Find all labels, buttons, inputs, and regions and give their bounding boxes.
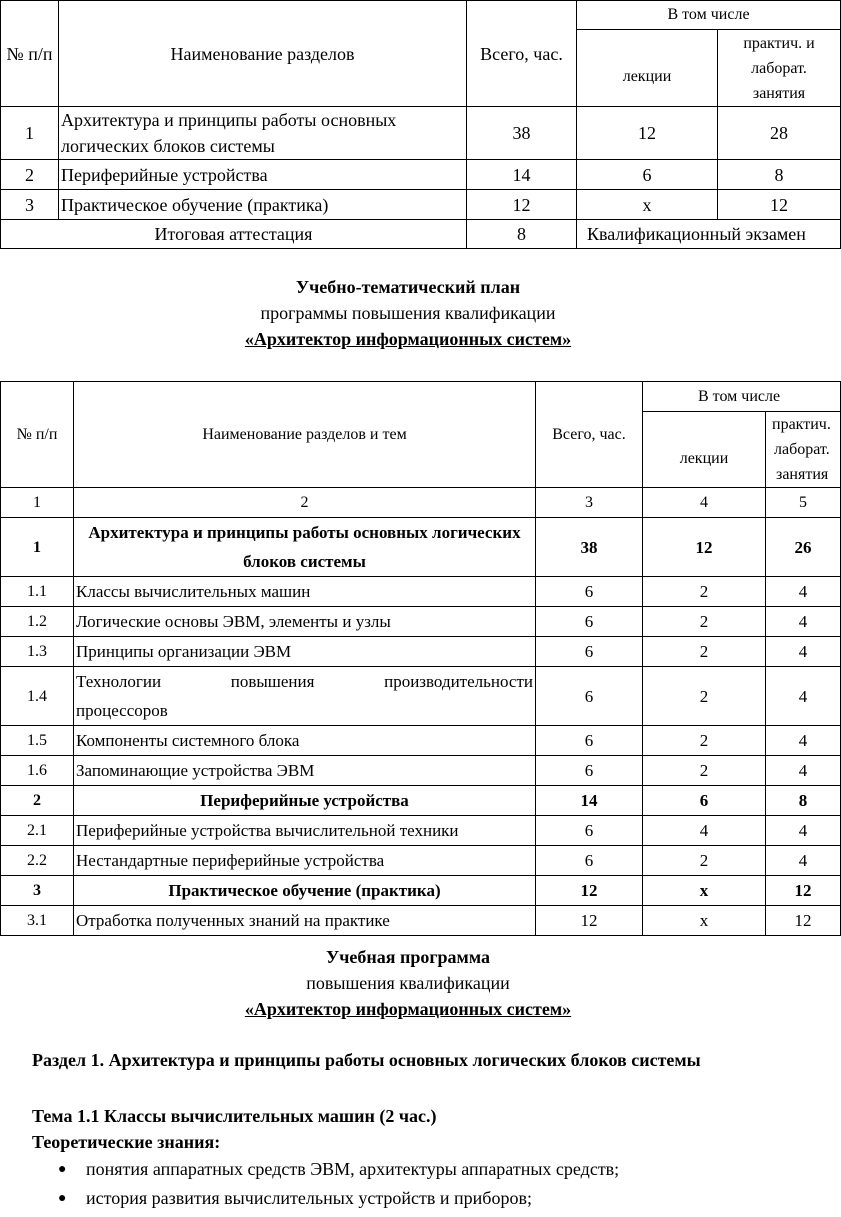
row-total: 38	[536, 518, 643, 577]
header-including: В том числе	[577, 1, 841, 30]
row-num: 2.2	[1, 846, 74, 876]
header-practice-line1: практич. и	[743, 34, 815, 52]
table-row	[1, 107, 841, 160]
table-row	[1, 726, 841, 756]
row-practice: 26	[766, 518, 841, 577]
row-practice: 4	[766, 846, 841, 876]
row-practice: 4	[766, 756, 841, 786]
table-row	[1, 816, 841, 846]
row-practice: 12	[718, 190, 841, 220]
table-row	[1, 667, 841, 726]
table-row	[1, 846, 841, 876]
header-practice-line3: занятия	[776, 466, 829, 483]
header-total: Всего, час.	[536, 382, 643, 488]
plan-title-line1: Учебно-тематический план	[295, 277, 521, 297]
section-row	[1, 876, 841, 906]
list-item	[0, 1184, 619, 1213]
header-name: Наименование разделов и тем	[74, 382, 536, 488]
row-name: Отработка полученных знаний на практике	[74, 906, 536, 936]
row-lectures: 2	[643, 726, 766, 756]
col-number: 1	[1, 488, 74, 518]
row-num: 1.2	[1, 607, 74, 637]
column-number-row	[1, 488, 841, 518]
row-lectures: 2	[643, 637, 766, 667]
row-lectures: 12	[577, 107, 718, 160]
theory-heading: Теоретические знания:	[32, 1132, 221, 1152]
row-lectures: 2	[643, 667, 766, 726]
row-lectures: 12	[643, 518, 766, 577]
header-lectures: лекции	[577, 30, 718, 107]
row-name: Периферийные устройства	[74, 786, 536, 816]
row-practice: 8	[718, 160, 841, 190]
row-practice: 4	[766, 816, 841, 846]
row-lectures: 2	[643, 756, 766, 786]
col-number: 2	[74, 488, 536, 518]
program-title-line1: Учебная программа	[326, 947, 490, 967]
row-num: 2	[1, 786, 74, 816]
row-total: 6	[536, 667, 643, 726]
list-item-text: понятия аппаратных средств ЭВМ, архитектуры аппаратных средств;	[86, 1159, 620, 1179]
row-name: Принципы организации ЭВМ	[74, 637, 536, 667]
row-name: Запоминающие устройства ЭВМ	[74, 756, 536, 786]
row-total: 6	[536, 846, 643, 876]
header-num: № п/п	[1, 1, 59, 107]
row-lectures: 6	[643, 786, 766, 816]
row-num: 1	[1, 518, 74, 577]
row-practice: 28	[718, 107, 841, 160]
row-num: 1.1	[1, 577, 74, 607]
final-label: Итоговая аттестация	[1, 220, 467, 249]
header-name: Наименование разделов	[59, 1, 467, 107]
row-total: 6	[536, 637, 643, 667]
row-num: 3.1	[1, 906, 74, 936]
header-including: В том числе	[643, 382, 841, 412]
row-lectures: 4	[643, 816, 766, 846]
row-num: 2	[1, 160, 59, 190]
list-item	[0, 1155, 619, 1184]
row-lectures: 2	[643, 607, 766, 637]
row-num: 1.5	[1, 726, 74, 756]
list-item-text: история развития вычислительных устройств и приборов;	[86, 1188, 532, 1208]
row-practice: 4	[766, 637, 841, 667]
final-row	[1, 220, 841, 249]
row-name: Практическое обучение (практика)	[74, 876, 536, 906]
topic-heading: Тема 1.1 Классы вычислительных машин (2 час.)	[32, 1106, 437, 1126]
final-total: 8	[467, 220, 577, 249]
summary-table	[0, 0, 841, 249]
col-number: 4	[643, 488, 766, 518]
row-name-line2: процессоров	[76, 701, 168, 720]
table-row	[1, 577, 841, 607]
program-title-line3: «Архитектор информационных систем»	[244, 999, 572, 1019]
row-num: 1.4	[1, 667, 74, 726]
row-lectures: х	[643, 876, 766, 906]
row-total: 6	[536, 756, 643, 786]
row-num: 3	[1, 190, 59, 220]
row-total: 14	[467, 160, 577, 190]
row-num: 2.1	[1, 816, 74, 846]
row-practice: 4	[766, 667, 841, 726]
row-num: 1	[1, 107, 59, 160]
row-name: Периферийные устройства	[59, 160, 467, 190]
row-lectures: х	[577, 190, 718, 220]
bullet-list	[0, 1155, 619, 1213]
row-name	[74, 667, 536, 726]
row-total: 6	[536, 726, 643, 756]
row-total: 14	[536, 786, 643, 816]
section-heading: Раздел 1. Архитектура и принципы работы основных логических блоков системы	[32, 1050, 701, 1070]
row-total: 12	[536, 876, 643, 906]
header-practice-line3: занятия	[752, 84, 806, 102]
row-total: 6	[536, 816, 643, 846]
plan-title-line3: «Архитектор информационных систем»	[244, 329, 572, 349]
row-num: 1.6	[1, 756, 74, 786]
col-number: 3	[536, 488, 643, 518]
row-practice: 12	[766, 876, 841, 906]
table-row	[1, 756, 841, 786]
header-practice-line1: практич.	[772, 416, 831, 433]
row-name: Логические основы ЭВМ, элементы и узлы	[74, 607, 536, 637]
header-practice-line2: лаборат.	[751, 59, 807, 77]
plan-title-line2: программы повышения квалификации	[260, 303, 556, 323]
program-title	[0, 944, 816, 1022]
row-total: 6	[536, 607, 643, 637]
program-title-line2: повышения квалификации	[306, 973, 510, 993]
row-total: 12	[467, 190, 577, 220]
row-name-line1: Технологии повышения производительности	[76, 672, 533, 691]
row-num: 1.3	[1, 637, 74, 667]
final-form: Квалификационный экзамен	[577, 220, 841, 249]
row-total: 12	[536, 906, 643, 936]
header-practice	[766, 412, 841, 488]
row-practice: 4	[766, 577, 841, 607]
table-row	[1, 190, 841, 220]
row-total: 6	[536, 577, 643, 607]
row-lectures: 2	[643, 577, 766, 607]
section-row	[1, 518, 841, 577]
row-name: Практическое обучение (практика)	[59, 190, 467, 220]
col-number: 5	[766, 488, 841, 518]
table-row	[1, 637, 841, 667]
row-practice: 12	[766, 906, 841, 936]
row-num: 3	[1, 876, 74, 906]
header-lectures: лекции	[643, 412, 766, 488]
row-name: Архитектура и принципы работы основных логических блоков системы	[74, 518, 536, 577]
bullet-icon: ●	[58, 1162, 67, 1177]
table-row	[1, 607, 841, 637]
plan-table	[0, 381, 841, 936]
header-practice-line2: лаборат.	[774, 441, 830, 458]
row-name: Нестандартные периферийные устройства	[74, 846, 536, 876]
header-practice	[718, 30, 841, 107]
row-total: 38	[467, 107, 577, 160]
row-name: Периферийные устройства вычислительной техники	[74, 816, 536, 846]
row-name: Классы вычислительных машин	[74, 577, 536, 607]
plan-title	[0, 274, 816, 352]
row-lectures: 6	[577, 160, 718, 190]
table-row	[1, 160, 841, 190]
table-row	[1, 906, 841, 936]
header-num: № п/п	[1, 382, 74, 488]
section-row	[1, 786, 841, 816]
row-practice: 4	[766, 607, 841, 637]
row-name: Компоненты системного блока	[74, 726, 536, 756]
row-lectures: 2	[643, 846, 766, 876]
row-name: Архитектура и принципы работы основных логических блоков системы	[59, 107, 467, 160]
row-practice: 4	[766, 726, 841, 756]
row-lectures: х	[643, 906, 766, 936]
header-total: Всего, час.	[467, 1, 577, 107]
row-practice: 8	[766, 786, 841, 816]
bullet-icon: ●	[58, 1191, 67, 1206]
